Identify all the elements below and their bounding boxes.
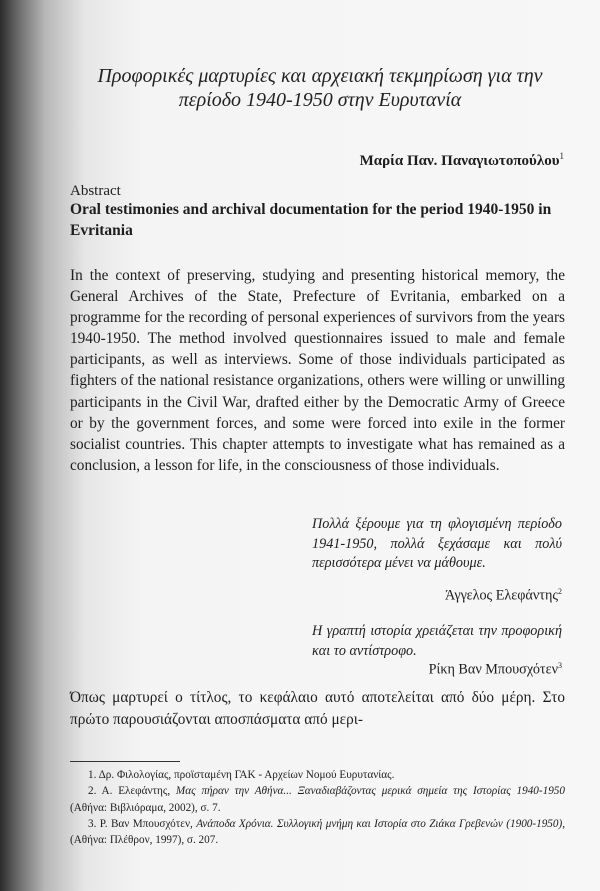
abstract-title: Oral testimonies and archival documentation for the period 1940-1950 in Evritania <box>70 201 552 239</box>
epigraph-1-text: Πολλά ξέρουμε για τη φλογισμένη περίοδο 1941-1950, πολλά ξεχάσαμε και πολύ περισσότερα μένει να μάθουμε. <box>312 516 562 571</box>
epigraph-2-author <box>429 661 562 679</box>
footnote-3-prefix: 3. Ρ. Βαν Μπουσχότεν, <box>88 817 197 830</box>
footnote-2-suffix: (Αθήνα: Βιβλιόραμα, 2002), σ. 7. <box>70 801 221 814</box>
epigraph-1-author <box>445 587 562 605</box>
footnote-2-prefix: 2. Α. Ελεφάντης, <box>88 785 176 798</box>
abstract-label: Abstract <box>70 183 121 199</box>
body-paragraph: Όπως μαρτυρεί ο τίτλος, το κεφάλαιο αυτό αποτελείται από δύο μέρη. Στο πρώτο παρουσιάζονται αποσπάσματα από μερι- <box>70 689 565 728</box>
footnote-2-book-title: Μας πήραν την Αθήνα... Ξαναδιαβάζοντας μερικά σημεία της Ιστορίας 1940-1950 <box>175 785 565 798</box>
epigraph-1-footnote-ref: 2 <box>558 587 562 596</box>
epigraph-2-author-name: Ρίκη Βαν Μπουσχότεν <box>428 661 558 678</box>
epigraph-1-author-name: Άγγελος Ελεφάντης <box>445 587 558 604</box>
bleed-through-text <box>70 38 230 56</box>
footnotes <box>70 767 565 848</box>
author-line <box>260 151 564 170</box>
author-footnote-ref: 1 <box>559 151 564 161</box>
footnote-3-book-title: Ανάποδα Χρόνια. Συλλογική μνήμη και Ιστορία στο Ζιάκα Γρεβενών (1900-1950) <box>196 817 563 830</box>
footnote-divider <box>70 761 180 762</box>
chapter-title: Προφορικές μαρτυρίες και αρχειακή τεκμηρίωση για την περίοδο 1940-1950 στην Ευρυτανία <box>97 65 543 111</box>
footnote-3-suffix: , (Αθήνα: Πλέθρον, 1997), σ. 207. <box>70 817 565 847</box>
footnote-2 <box>70 783 565 816</box>
epigraph-2-text: Η γραπτή ιστορία χρειάζεται την προφορική και το αντίστροφο. <box>312 623 562 659</box>
abstract-body: In the context of preserving, studying and presenting historical memory, the General Archives of the State, Prefecture of Evritania, embarked on a programme for the recording of personal experiences of survivors from the years 1940-1950. The method involved questionnaires issued to male and female participants, as well as interviews. Some of those individuals participated as fighters of the national resistance organizations, others were willing or unwilling participants in the Civil War, drafted either by the Democratic Army of Greece or by the government forces, and some were forced into exile in the former socialist countries. This chapter attempts to investigate what has remained as a conclusion, a lesson for life, in the consciousness of those individuals. <box>70 267 565 474</box>
epigraph-2-footnote-ref: 3 <box>558 661 562 670</box>
footnote-3 <box>70 816 565 849</box>
footnote-1: 1. Δρ. Φιλολογίας, προϊσταμένη ΓΑΚ - Αρχείων Νομού Ευρυτανίας. <box>88 769 395 781</box>
author-name: Μαρία Παν. Παναγιωτοπούλου <box>359 153 560 169</box>
